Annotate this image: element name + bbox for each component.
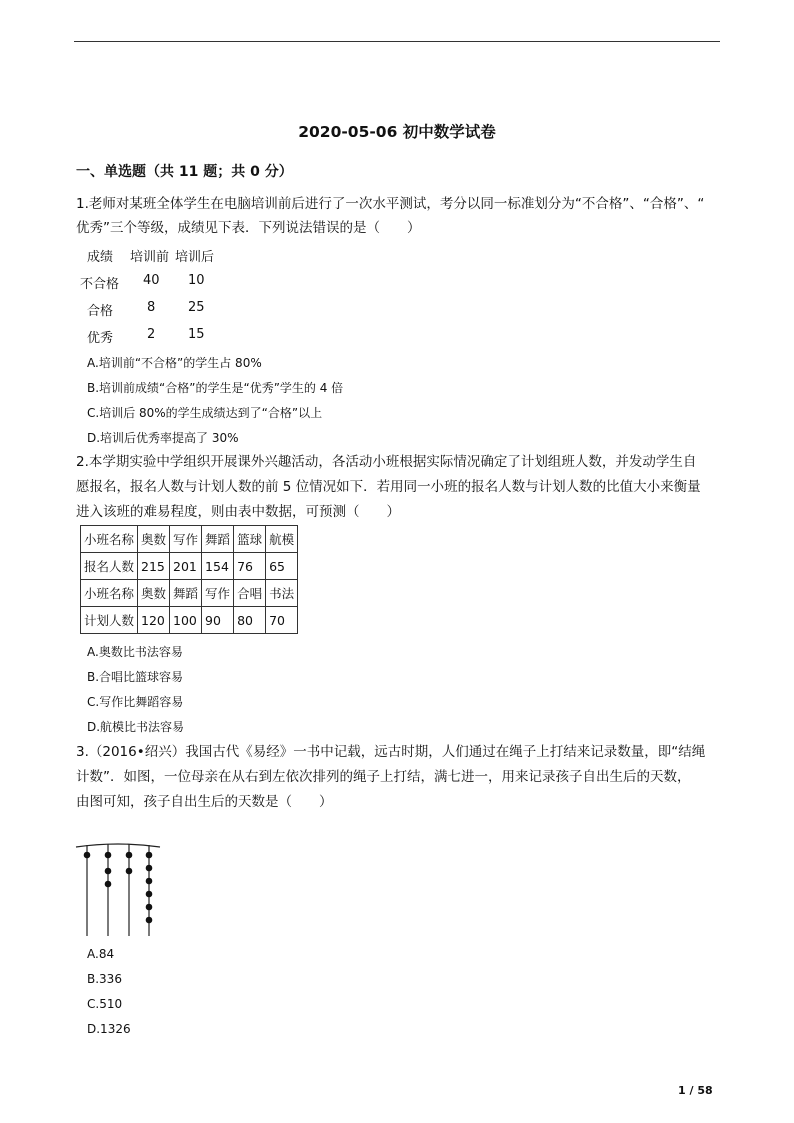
table-cell: 合格 — [87, 304, 114, 319]
table-cell: 100 — [170, 607, 202, 634]
q2-enrollment-table — [80, 525, 298, 634]
knot — [126, 868, 133, 875]
table-header-cell: 成绩 — [87, 250, 114, 265]
q2-option-c[interactable]: C.写作比舞蹈容易 — [87, 695, 184, 709]
knot — [146, 917, 153, 924]
knot — [146, 891, 153, 898]
q3-option-d[interactable]: D.1326 — [87, 1022, 131, 1036]
q1-option-c[interactable]: C.培训后 80%的学生成绩达到了“合格”以上 — [87, 406, 323, 420]
table-header-cell: 培训前 — [130, 250, 170, 265]
knot — [146, 878, 153, 885]
q1-stem-line1: 1.老师对某班全体学生在电脑培训前后进行了一次水平测试，考分以同一标准划分为“不合格”、“合格”、“ — [76, 196, 705, 212]
table-cell: 合唱 — [234, 580, 266, 607]
table-cell: 2 — [147, 327, 156, 342]
q2-stem-line3: 进入该班的难易程度，则由表中数据，可预测（ ） — [76, 504, 400, 520]
page-title: 2020-05-06 初中数学试卷 — [298, 123, 496, 141]
table-cell: 小班名称 — [81, 526, 138, 553]
table-cell: 154 — [202, 553, 234, 580]
knot — [105, 881, 112, 888]
knot — [146, 904, 153, 911]
table-cell: 小班名称 — [81, 580, 138, 607]
table-cell: 90 — [202, 607, 234, 634]
table-cell: 80 — [234, 607, 266, 634]
table-cell: 15 — [188, 327, 205, 342]
table-cell: 40 — [143, 273, 160, 288]
table-cell: 215 — [138, 553, 170, 580]
table-cell: 写作 — [202, 580, 234, 607]
table-cell: 航模 — [266, 526, 298, 553]
table-cell: 不合格 — [80, 277, 120, 292]
q2-stem-line2: 愿报名，报名人数与计划人数的前 5 位情况如下．若用同一小班的报名人数与计划人数的比值大小来衡量 — [76, 479, 701, 495]
q3-option-c[interactable]: C.510 — [87, 997, 123, 1011]
q2-stem-line1: 2.本学期实验中学组织开展课外兴趣活动，各活动小班根据实际情况确定了计划组班人数，并发动学生自 — [76, 454, 697, 470]
header-rule — [74, 41, 720, 42]
table-cell: 奥数 — [138, 580, 170, 607]
q3-stem-line2: 计数”．如图，一位母亲在从右到左依次排列的绳子上打结，满七进一，用来记录孩子自出生后的天数， — [76, 769, 691, 785]
q2-option-d[interactable]: D.航模比书法容易 — [87, 720, 185, 734]
table-cell: 书法 — [266, 580, 298, 607]
knot — [126, 852, 133, 859]
table-cell: 报名人数 — [81, 553, 138, 580]
table-header-cell: 培训后 — [175, 250, 215, 265]
q3-stem-line1: 3.（2016•绍兴）我国古代《易经》一书中记载，远古时期，人们通过在绳子上打结来记录数量，即“结绳 — [76, 744, 706, 760]
table-cell: 舞蹈 — [170, 580, 202, 607]
table-row — [81, 580, 298, 607]
knotted-rope-figure — [70, 838, 170, 938]
knot — [146, 865, 153, 872]
knot — [105, 868, 112, 875]
section-heading: 一、单选题（共 11 题；共 0 分） — [76, 164, 293, 180]
table-row — [81, 553, 298, 580]
table-cell: 优秀 — [87, 331, 114, 346]
q1-stem-line2: 优秀”三个等级，成绩见下表．下列说法错误的是（ ） — [76, 220, 421, 236]
table-row — [81, 526, 298, 553]
q1-option-b[interactable]: B.培训前成绩“合格”的学生是“优秀”学生的 4 倍 — [87, 381, 344, 395]
table-cell: 篮球 — [234, 526, 266, 553]
table-cell: 写作 — [170, 526, 202, 553]
q3-stem-line3: 由图可知，孩子自出生后的天数是（ ） — [76, 794, 333, 810]
table-cell: 70 — [266, 607, 298, 634]
table-cell: 120 — [138, 607, 170, 634]
knot — [146, 852, 153, 859]
knot — [105, 852, 112, 859]
page-number: 1 / 58 — [678, 1084, 713, 1097]
table-cell: 76 — [234, 553, 266, 580]
q3-option-b[interactable]: B.336 — [87, 972, 122, 986]
table-cell: 65 — [266, 553, 298, 580]
table-cell: 25 — [188, 300, 205, 315]
knot — [84, 852, 91, 859]
q2-option-b[interactable]: B.合唱比篮球容易 — [87, 670, 184, 684]
table-cell: 201 — [170, 553, 202, 580]
table-row — [81, 607, 298, 634]
q3-option-a[interactable]: A.84 — [87, 947, 115, 961]
table-cell: 10 — [188, 273, 205, 288]
q1-option-d[interactable]: D.培训后优秀率提高了 30% — [87, 431, 239, 445]
hanging-rod — [76, 844, 160, 847]
table-cell: 奥数 — [138, 526, 170, 553]
q1-option-a[interactable]: A.培训前“不合格”的学生占 80% — [87, 356, 262, 370]
table-cell: 8 — [147, 300, 156, 315]
table-cell: 计划人数 — [81, 607, 138, 634]
q2-option-a[interactable]: A.奥数比书法容易 — [87, 645, 183, 659]
table-cell: 舞蹈 — [202, 526, 234, 553]
